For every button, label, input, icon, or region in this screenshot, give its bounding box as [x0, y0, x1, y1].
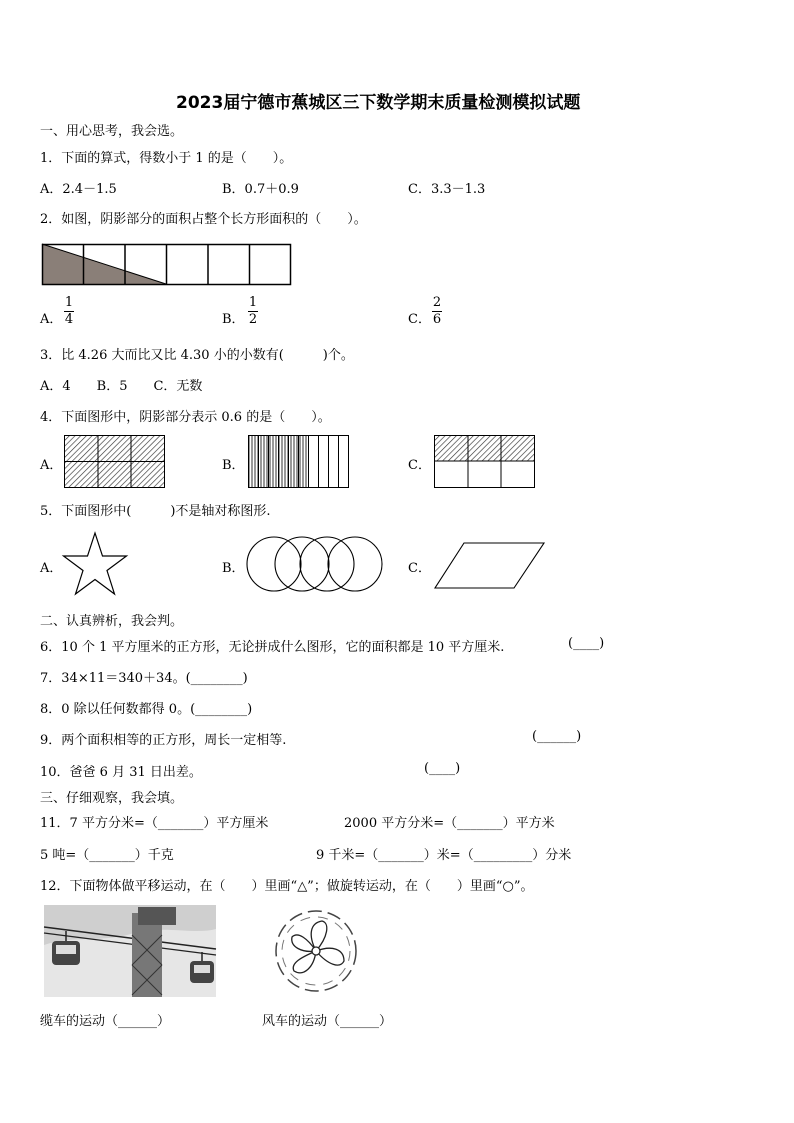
numerator: 1 [248, 295, 258, 310]
q1-option-c[interactable]: C．3.3－1.3 [408, 182, 486, 197]
q11-line2-left[interactable]: 5 吨=（_______）千克 [40, 848, 174, 863]
q2-stem: 2．如图，阴影部分的面积占整个长方形面积的（ ）。 [40, 212, 367, 227]
q4-option-b-label[interactable]: B． [222, 458, 245, 473]
q3-options[interactable]: A．4 B．5 C．无数 [40, 379, 203, 394]
numerator: 1 [64, 295, 74, 310]
q7-stem[interactable]: 7．34×11＝340＋34。(________) [40, 671, 248, 686]
denominator: 4 [64, 312, 74, 327]
q10-stem: 10．爸爸 6 月 31 日出差。 [40, 765, 202, 780]
q5-option-a-label[interactable]: A． [40, 561, 63, 576]
q1-stem: 1．下面的算式，得数小于 1 的是（ ）。 [40, 151, 293, 166]
q4-option-a-figure [64, 435, 166, 489]
q2-option-c-fraction [432, 296, 442, 327]
cable-car-image [44, 905, 216, 997]
q11-line1-right[interactable]: 2000 平方分米=（_______）平方米 [344, 816, 555, 831]
q11-line1-left[interactable]: 11．7 平方分米=（_______）平方厘米 [40, 816, 269, 831]
q5-stem: 5．下面图形中( )不是轴对称图形. [40, 504, 271, 519]
q4-option-c-figure [434, 435, 536, 489]
numerator: 2 [432, 295, 442, 310]
q9-answer-blank[interactable]: (______) [532, 729, 582, 744]
q8-stem[interactable]: 8．0 除以任何数都得 0。(________) [40, 702, 253, 717]
q1-option-a[interactable]: A．2.4－1.5 [40, 182, 117, 197]
q3-stem: 3．比 4.26 大而比又比 4.30 小的小数有( )个。 [40, 348, 354, 363]
q5-option-c-label[interactable]: C． [408, 561, 431, 576]
q11-line2-right[interactable]: 9 千米=（_______）米=（_________）分米 [316, 848, 572, 863]
star-figure [62, 532, 128, 596]
q2-rectangle-figure [42, 244, 292, 286]
section-3-heading: 三、仔细观察，我会填。 [40, 791, 184, 806]
four-circles-figure [244, 536, 384, 592]
q12-stem: 12．下面物体做平移运动，在（ ）里画“△”；做旋转运动，在（ ）里画“○”。 [40, 879, 534, 894]
q12-caption-cable-car[interactable]: 缆车的运动（______） [40, 1014, 171, 1029]
q2-option-a-fraction [64, 296, 74, 327]
q6-answer-blank[interactable]: (____) [568, 636, 605, 651]
q4-option-b-figure [248, 435, 350, 489]
q9-stem: 9．两个面积相等的正方形，周长一定相等. [40, 733, 287, 748]
q2-option-b-fraction [248, 296, 258, 327]
q2-option-b-label[interactable]: B． [222, 312, 245, 327]
q4-stem: 4．下面图形中，阴影部分表示 0.6 的是（ ）。 [40, 410, 331, 425]
q1-option-b[interactable]: B．0.7＋0.9 [222, 182, 299, 197]
q4-option-c-label[interactable]: C． [408, 458, 431, 473]
q5-option-b-label[interactable]: B． [222, 561, 245, 576]
q2-option-a-label[interactable]: A． [40, 312, 63, 327]
page-title: 2023届宁德市蕉城区三下数学期末质量检测模拟试题 [176, 93, 581, 113]
q6-stem: 6．10 个 1 平方厘米的正方形，无论拼成什么图形，它的面积都是 10 平方厘米. [40, 640, 505, 655]
parallelogram-figure [434, 542, 546, 590]
denominator: 2 [248, 312, 258, 327]
q4-option-a-label[interactable]: A． [40, 458, 63, 473]
q10-answer-blank[interactable]: (____) [424, 761, 461, 776]
q2-option-c-label[interactable]: C． [408, 312, 431, 327]
q12-caption-windmill[interactable]: 风车的运动（______） [262, 1014, 393, 1029]
fan-image [270, 905, 362, 995]
section-1-heading: 一、用心思考，我会选。 [40, 124, 184, 139]
section-2-heading: 二、认真辨析，我会判。 [40, 614, 184, 629]
denominator: 6 [432, 312, 442, 327]
